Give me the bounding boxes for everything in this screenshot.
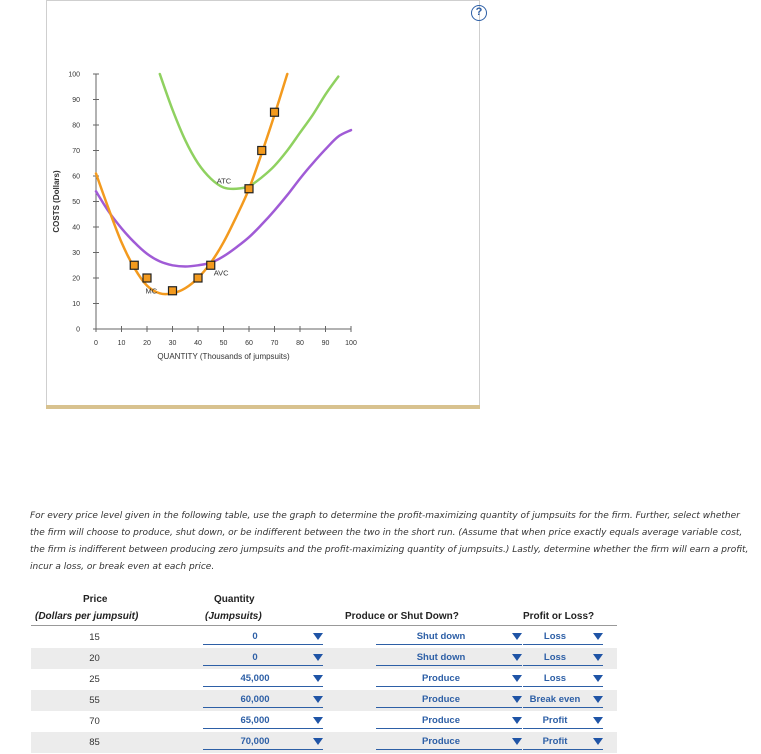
quantity-dropdown[interactable]: [203, 714, 323, 729]
table-row: [31, 648, 617, 669]
price-cell: 25: [89, 674, 100, 685]
produce-dropdown[interactable]: [376, 714, 522, 729]
mc-point-marker: [169, 287, 177, 295]
produce-dropdown[interactable]: [376, 735, 522, 750]
dropdown-arrow-icon: [313, 696, 323, 703]
price-cell: 15: [89, 632, 100, 643]
y-tick-label: 80: [72, 122, 80, 130]
price-unit-header: (Dollars per jumpsuit): [35, 611, 139, 622]
cost-curves-chart: [47, 1, 481, 406]
y-tick-label: 90: [72, 97, 80, 104]
dropdown-arrow-icon: [512, 717, 522, 724]
y-tick-label: 40: [72, 224, 80, 232]
produce-value: Produce: [421, 736, 460, 747]
profit-value: Break even: [529, 694, 581, 705]
produce-dropdown[interactable]: [376, 672, 522, 687]
price-header: Price: [83, 594, 108, 605]
quantity-value: 45,000: [240, 673, 270, 684]
dropdown-arrow-icon: [313, 738, 323, 745]
x-tick-label: 10: [117, 340, 126, 347]
x-tick-label: 0: [94, 340, 98, 347]
x-tick-label: 40: [194, 340, 202, 347]
x-tick-label: 60: [245, 340, 253, 347]
dropdown-arrow-icon: [512, 696, 522, 703]
mc-point-marker: [143, 274, 151, 282]
dropdown-arrow-icon: [512, 654, 522, 661]
y-tick-label: 0: [76, 326, 80, 334]
mc-point-marker: [271, 108, 279, 116]
y-tick-label: 30: [72, 250, 80, 257]
x-tick-label: 20: [143, 340, 151, 347]
y-tick-label: 100: [68, 71, 80, 79]
y-axis-label: COSTS (Dollars): [52, 170, 61, 233]
mc-curve: [96, 74, 287, 294]
y-tick-label: 20: [72, 275, 80, 283]
dropdown-arrow-icon: [593, 738, 603, 745]
profit-value: Profit: [542, 715, 568, 726]
mc-point-marker: [194, 274, 202, 282]
quantity-value: 70,000: [240, 736, 270, 747]
profit-value: Loss: [543, 652, 567, 663]
help-icon[interactable]: ?: [471, 5, 487, 21]
quantity-dropdown[interactable]: [203, 672, 323, 687]
quantity-value: 60,000: [240, 694, 270, 705]
profit-dropdown[interactable]: [523, 630, 603, 645]
mc-point-marker: [258, 147, 266, 155]
y-tick-label: 50: [72, 199, 80, 206]
profit-dropdown[interactable]: [523, 672, 603, 687]
y-tick-label: 70: [72, 148, 80, 155]
quantity-dropdown[interactable]: [203, 693, 323, 708]
dropdown-arrow-icon: [313, 675, 323, 682]
table-row: [31, 690, 617, 711]
x-tick-label: 80: [296, 340, 304, 347]
table-row: [31, 669, 617, 690]
x-tick-label: 50: [219, 340, 228, 347]
dropdown-arrow-icon: [313, 717, 323, 724]
dropdown-arrow-icon: [512, 675, 522, 682]
curve-label-avc: AVC: [213, 268, 229, 278]
table-row: [31, 711, 617, 732]
graph-divider: [46, 405, 480, 409]
produce-dropdown[interactable]: [376, 693, 522, 708]
dropdown-arrow-icon: [593, 654, 603, 661]
produce-value: Shut down: [416, 631, 466, 642]
dropdown-arrow-icon: [512, 633, 522, 640]
produce-value: Shut down: [416, 652, 466, 663]
table-header-rule: [31, 625, 617, 626]
profit-dropdown[interactable]: [523, 651, 603, 666]
curve-label-mc: MC: [145, 286, 158, 296]
dropdown-arrow-icon: [313, 654, 323, 661]
x-tick-label: 70: [270, 340, 279, 347]
profit-value: Loss: [543, 631, 567, 642]
quantity-dropdown[interactable]: [203, 735, 323, 750]
price-cell: 85: [89, 737, 100, 748]
avc-curve: [96, 130, 351, 266]
curve-label-atc: ATC: [216, 176, 232, 186]
quantity-value: 0: [252, 631, 258, 642]
mc-point-marker: [130, 261, 138, 269]
x-tick-label: 100: [345, 340, 357, 347]
atc-curve: [160, 74, 338, 189]
price-cell: 55: [89, 695, 100, 706]
profit-header: Profit or Loss?: [523, 611, 595, 622]
graph-panel: [46, 0, 483, 405]
dropdown-arrow-icon: [313, 633, 323, 640]
dropdown-arrow-icon: [593, 717, 603, 724]
quantity-header: Quantity: [214, 594, 255, 605]
quantity-value: 65,000: [240, 715, 270, 726]
profit-value: Profit: [542, 736, 568, 747]
mc-point-marker: [245, 185, 253, 193]
quantity-dropdown[interactable]: [203, 651, 323, 666]
quantity-unit-header: (Jumpsuits): [205, 611, 262, 622]
produce-value: Produce: [421, 673, 460, 684]
produce-dropdown[interactable]: [376, 651, 522, 666]
x-tick-label: 90: [321, 340, 330, 347]
dropdown-arrow-icon: [593, 696, 603, 703]
produce-dropdown[interactable]: [376, 630, 522, 645]
profit-value: Loss: [543, 673, 567, 684]
price-cell: 20: [89, 653, 100, 664]
quantity-value: 0: [252, 652, 258, 663]
produce-value: Produce: [421, 715, 460, 726]
y-tick-label: 10: [72, 301, 80, 308]
x-tick-label: 30: [168, 340, 177, 347]
profit-dropdown[interactable]: [523, 693, 603, 708]
y-tick-label: 60: [72, 173, 80, 181]
x-axis-label: QUANTITY (Thousands of jumpsuits): [157, 352, 290, 361]
price-cell: 70: [89, 716, 100, 727]
table-row: [31, 732, 617, 753]
profit-dropdown[interactable]: [523, 714, 603, 729]
quantity-dropdown[interactable]: [203, 630, 323, 645]
produce-value: Produce: [421, 694, 460, 705]
dropdown-arrow-icon: [512, 738, 522, 745]
instructions-text: For every price level given in the following table, use the graph to determine the profit-maximizing quantity of jumpsuits for the firm. Further, select whether the firm will choose to produce, shut down, or be indifferent between the two in the short run. (Assume that when price exactly equals average variable cost, the firm is indifferent between producing zero jumpsuits and the profit-maximizing quantity of jumpsuits.) Lastly, determine whether the firm will earn a profit, incur a loss, or break even at each price.: [30, 511, 749, 572]
dropdown-arrow-icon: [593, 633, 603, 640]
produce-header: Produce or Shut Down?: [345, 611, 459, 622]
table-row: [31, 627, 617, 648]
profit-dropdown[interactable]: [523, 735, 603, 750]
dropdown-arrow-icon: [593, 675, 603, 682]
